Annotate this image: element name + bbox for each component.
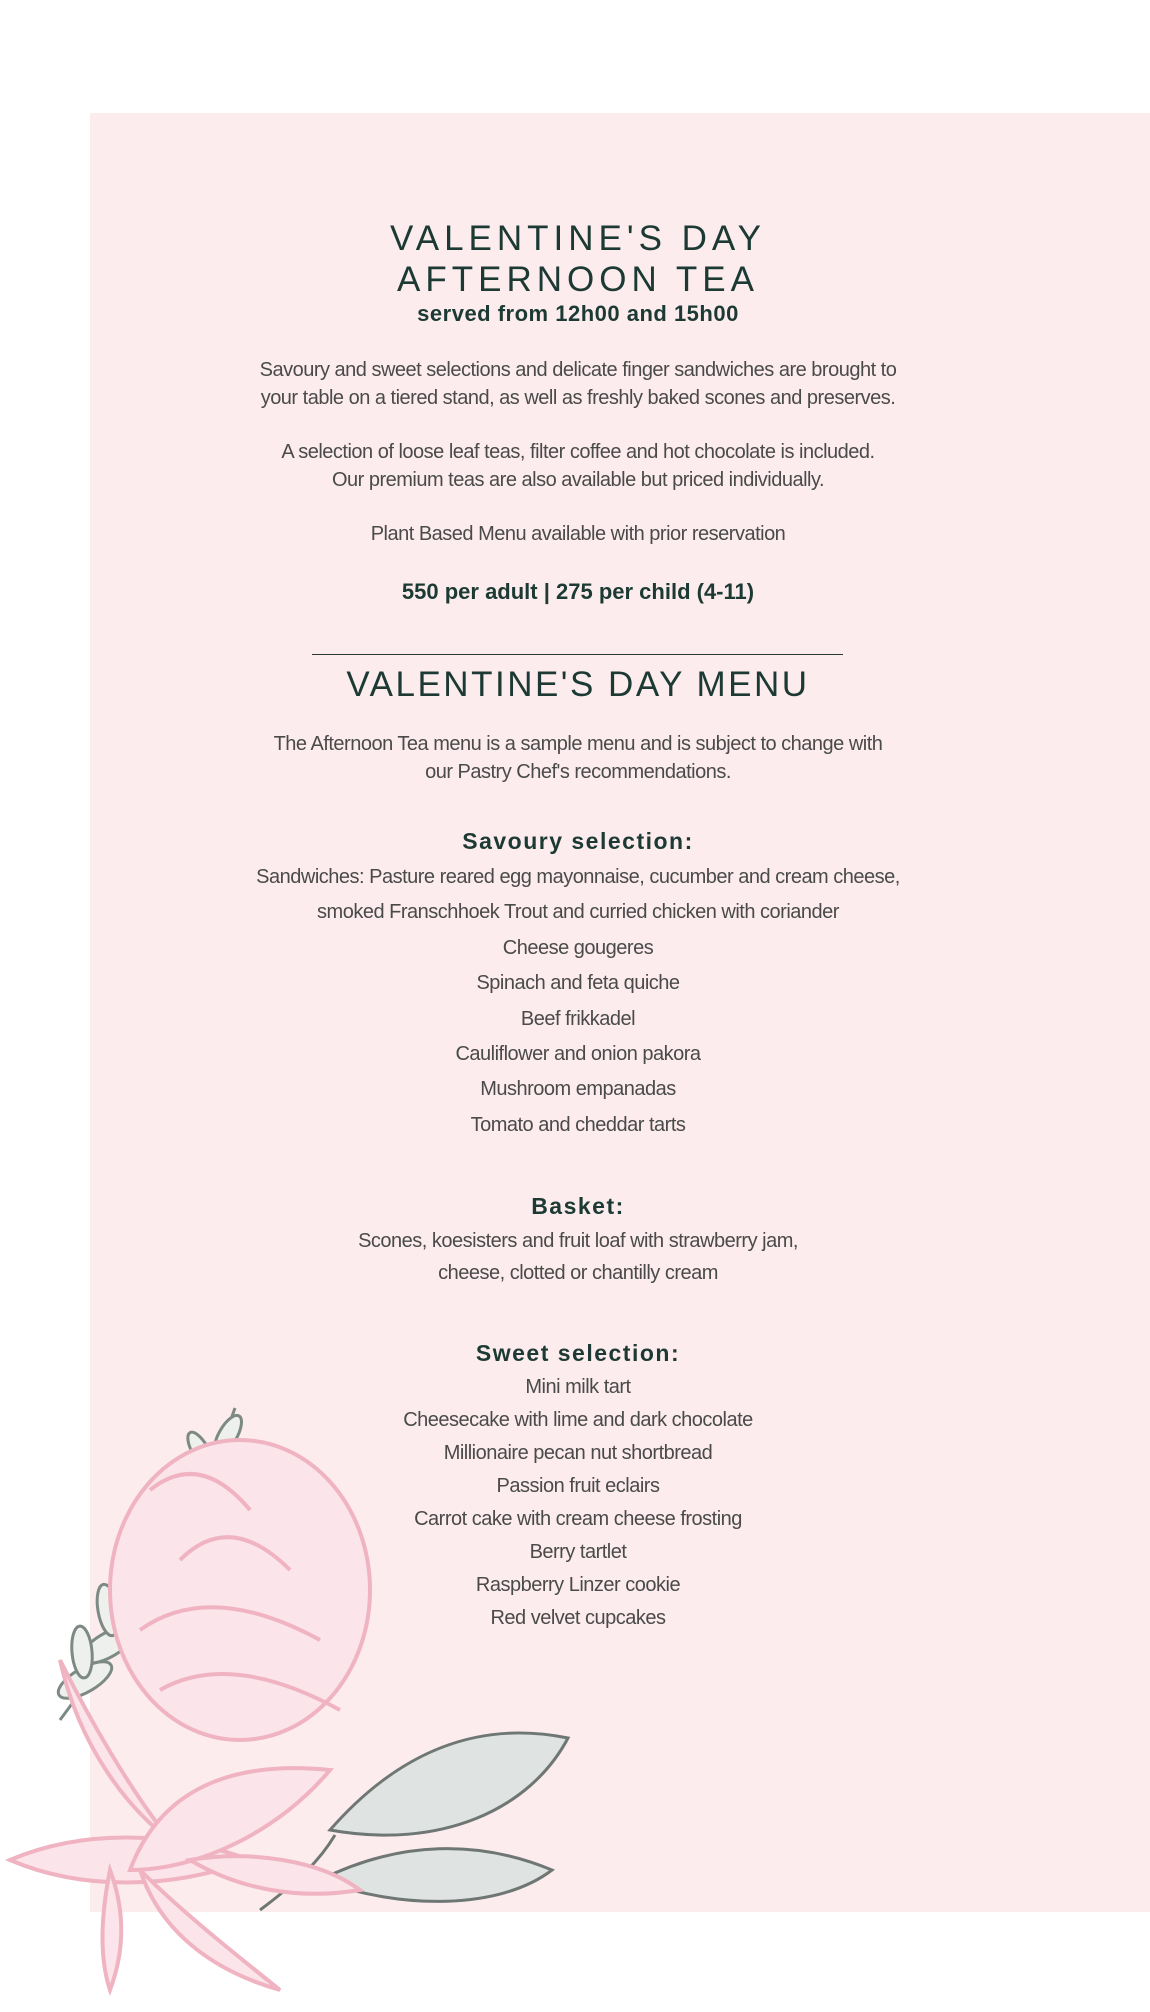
intro-line: Savoury and sweet selections and delicate finger sandwiches are brought to bbox=[259, 359, 897, 381]
list-item: Red velvet cupcakes bbox=[490, 1607, 666, 1629]
menu-note bbox=[0, 730, 1150, 786]
basket-heading: Basket: bbox=[531, 1193, 625, 1219]
menu-note-line: The Afternoon Tea menu is a sample menu and is subject to change with bbox=[273, 733, 883, 755]
basket-list bbox=[0, 1225, 1150, 1289]
protea-illustration bbox=[0, 1390, 600, 2012]
sweet-heading: Sweet selection: bbox=[475, 1340, 681, 1366]
plant-based-note: Plant Based Menu available with prior reservation bbox=[370, 523, 786, 545]
list-item: Cauliflower and onion pakora bbox=[455, 1043, 701, 1066]
serving-times: served from 12h00 and 15h00 bbox=[417, 301, 739, 326]
divider bbox=[312, 654, 843, 655]
price-line: 550 per adult | 275 per child (4-11) bbox=[401, 579, 755, 604]
list-item: cheese, clotted or chantilly cream bbox=[438, 1262, 718, 1284]
intro-paragraph-1 bbox=[0, 356, 1150, 412]
list-item: Passion fruit eclairs bbox=[496, 1475, 660, 1497]
page-title-line2: AFTERNOON TEA bbox=[397, 260, 759, 299]
page-title-line1: VALENTINE'S DAY bbox=[389, 219, 767, 258]
list-item: Berry tartlet bbox=[529, 1541, 627, 1563]
list-item: Cheesecake with lime and dark chocolate bbox=[403, 1409, 753, 1431]
list-item: Mushroom empanadas bbox=[480, 1078, 676, 1101]
list-item: Mini milk tart bbox=[525, 1376, 631, 1398]
menu-note-line: our Pastry Chef's recommendations. bbox=[425, 761, 731, 783]
intro-line: your table on a tiered stand, as well as freshly baked scones and preserves. bbox=[260, 387, 896, 409]
list-item: Tomato and cheddar tarts bbox=[470, 1113, 686, 1136]
list-item: Cheese gougeres bbox=[502, 936, 654, 959]
intro-line: A selection of loose leaf teas, filter coffee and hot chocolate is included. bbox=[281, 441, 875, 463]
intro-paragraph-2 bbox=[0, 438, 1150, 494]
list-item: Sandwiches: Pasture reared egg mayonnaise, cucumber and cream cheese, bbox=[256, 866, 900, 888]
list-item: Spinach and feta quiche bbox=[476, 972, 680, 995]
list-item: smoked Franschhoek Trout and curried chicken with coriander bbox=[317, 901, 839, 924]
savoury-heading: Savoury selection: bbox=[462, 828, 694, 854]
list-item: Millionaire pecan nut shortbread bbox=[443, 1442, 713, 1464]
menu-title: VALENTINE'S DAY MENU bbox=[346, 665, 810, 704]
list-item: Raspberry Linzer cookie bbox=[475, 1574, 681, 1596]
list-item: Scones, koesisters and fruit loaf with strawberry jam, bbox=[358, 1230, 798, 1252]
list-item: Beef frikkadel bbox=[520, 1007, 636, 1030]
intro-line: Our premium teas are also available but priced individually. bbox=[331, 469, 825, 491]
savoury-list bbox=[0, 860, 1150, 1143]
list-item: Carrot cake with cream cheese frosting bbox=[414, 1508, 742, 1530]
